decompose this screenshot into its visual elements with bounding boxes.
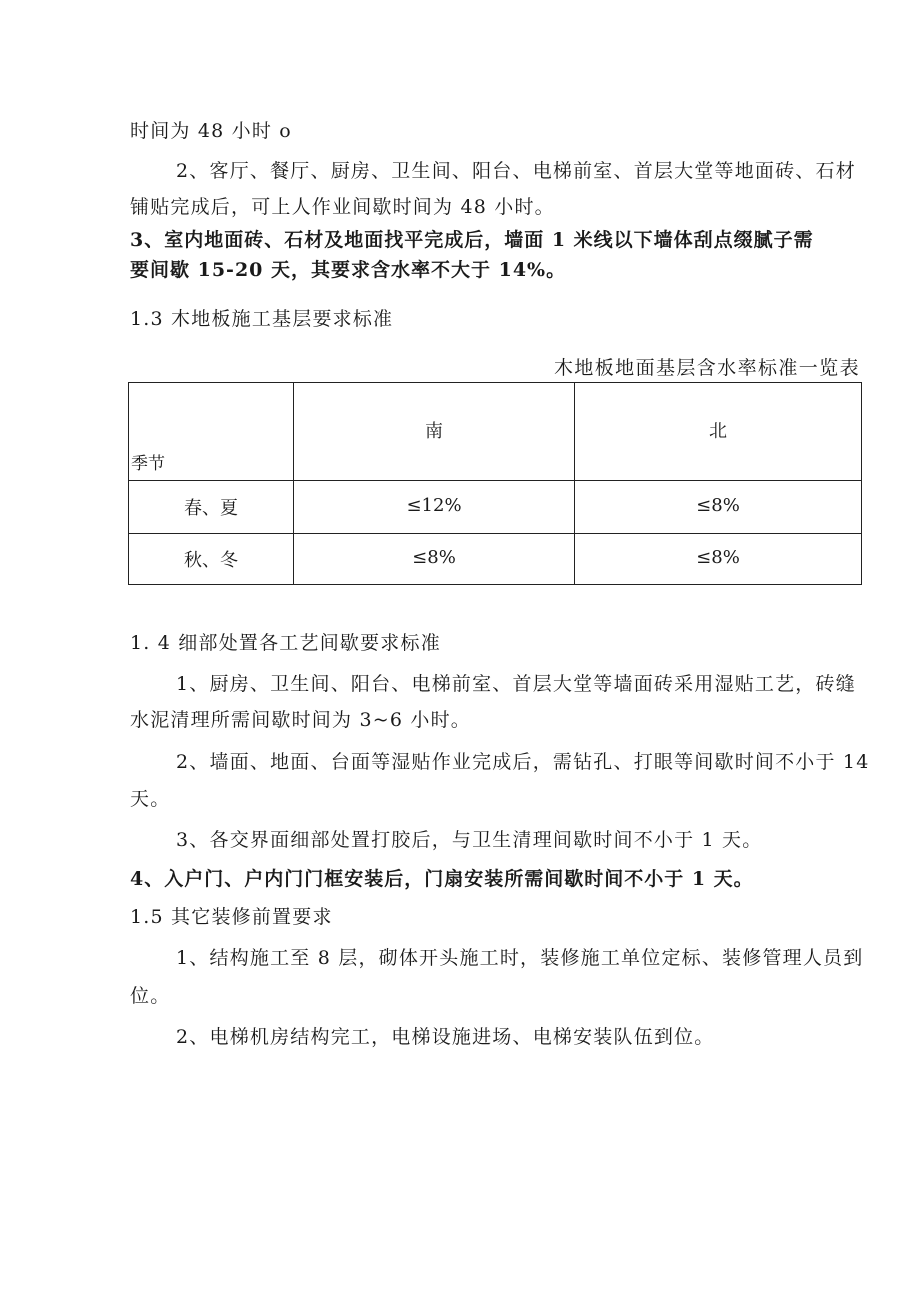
paragraph-line: 位。: [130, 985, 171, 1007]
south-cell: [294, 534, 575, 585]
paragraph-line: 1、结构施工至 8 层，砌体开头施工时，装修施工单位定标、装修管理人员到: [176, 947, 864, 969]
section-heading: 1.5 其它装修前置要求: [130, 906, 333, 928]
north-value: ≤8%: [696, 494, 740, 516]
table-row: [129, 481, 862, 534]
header-north-label: 北: [709, 420, 727, 442]
header-south-label: 南: [425, 420, 443, 442]
table-row: [129, 534, 862, 585]
paragraph-line: 铺贴完成后，可上人作业间歇时间为 48 小时。: [130, 196, 555, 218]
header-south-cell: [294, 383, 575, 481]
paragraph-line: 4、入户门、户内门门框安装后，门扇安装所需间歇时间不小于 1 天。: [130, 868, 754, 890]
north-cell: [575, 481, 862, 534]
table-caption: 木地板地面基层含水率标准一览表: [553, 357, 860, 379]
paragraph-line: 2、客厅、餐厅、厨房、卫生间、阳台、电梯前室、首层大堂等地面砖、石材: [176, 160, 856, 182]
paragraph-line: 2、电梯机房结构完工，电梯设施进场、电梯安装队伍到位。: [176, 1026, 715, 1048]
paragraph-line: 时间为 48 小时 o: [130, 120, 292, 142]
season-value: 秋、冬: [184, 550, 238, 571]
moisture-standard-table: [128, 382, 862, 585]
paragraph-line: 要间歇 15-20 天，其要求含水率不大于 14%。: [130, 259, 567, 281]
table-header-row: [129, 383, 862, 481]
season-cell: [129, 534, 294, 585]
north-cell: [575, 534, 862, 585]
season-cell: [129, 481, 294, 534]
south-value: ≤8%: [412, 546, 456, 568]
paragraph-line: 2、墙面、地面、台面等湿贴作业完成后，需钻孔、打眼等间歇时间不小于 14: [176, 751, 870, 773]
south-value: ≤12%: [406, 494, 462, 516]
season-value: 春、夏: [184, 498, 238, 519]
paragraph-line: 水泥清理所需间歇时间为 3~6 小时。: [130, 709, 471, 731]
section-heading: 1. 4 细部处置各工艺间歇要求标准: [130, 632, 441, 654]
header-season-cell: [129, 383, 294, 481]
section-heading: 1.3 木地板施工基层要求标准: [130, 308, 394, 330]
paragraph-line: 1、厨房、卫生间、阳台、电梯前室、首层大堂等墙面砖采用湿贴工艺，砖缝: [176, 673, 856, 695]
header-north-cell: [575, 383, 862, 481]
header-season-label: 季节: [131, 454, 165, 474]
paragraph-line: 3、室内地面砖、石材及地面找平完成后，墙面 1 米线以下墙体刮点缀腻子需: [130, 229, 814, 251]
paragraph-line: 3、各交界面细部处置打胶后，与卫生清理间歇时间不小于 1 天。: [176, 829, 763, 851]
north-value: ≤8%: [696, 546, 740, 568]
south-cell: [294, 481, 575, 534]
paragraph-line: 天。: [130, 788, 171, 810]
